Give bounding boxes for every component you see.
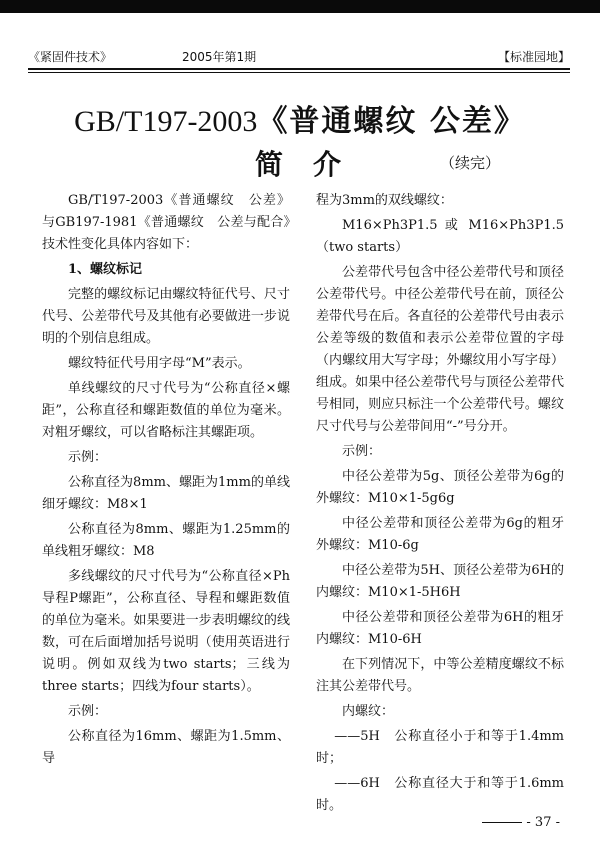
issue-label: 2005年第1期 xyxy=(182,50,257,64)
right-column xyxy=(316,190,564,820)
page-header xyxy=(28,48,570,68)
paragraph: 中径公差带和顶径公差带为6H的粗牙内螺纹：M10-6H xyxy=(316,610,564,647)
standard-name: 《普通螺纹 公差》 xyxy=(257,104,526,139)
header-rule-thin xyxy=(28,72,570,73)
paragraph: 公称直径为8mm、螺距为1mm的单线细牙螺纹：M8×1 xyxy=(42,475,290,512)
paragraph: 螺纹特征代号用字母“M”表示。 xyxy=(68,356,251,371)
left-column xyxy=(42,190,290,773)
top-border-band xyxy=(0,0,600,13)
article-title xyxy=(0,96,600,140)
example-label: 示例： xyxy=(342,444,382,459)
paragraph: 多线螺纹的尺寸代号为“公称直径×Ph导程P螺距”，公称直径、导程和螺距数值的单位为毫米。如果要进一步表明螺纹的线数，可在后面增加括号说明（使用英语进行说明。例如双线为two starts；三线为three starts；四线为four starts）。 xyxy=(42,569,290,694)
section-label: 【标准园地】 xyxy=(497,50,570,64)
paragraph: 中径公差带为5g、顶径公差带为6g的外螺纹：M10×1-5g6g xyxy=(316,469,564,506)
paragraph: 在下列情况下，中等公差精度螺纹不标注其公差带代号。 xyxy=(316,657,564,694)
paragraph: M16×Ph3P1.5 或 M16×Ph3P1.5（two starts） xyxy=(316,218,564,255)
paragraph: 单线螺纹的尺寸代号为“公称直径×螺距”，公称直径和螺距数值的单位为毫米。对粗牙螺纹，可以省略标注其螺距项。 xyxy=(42,381,290,440)
paragraph: 公差带代号包含中径公差带代号和顶径公差带代号。中径公差带代号在前，顶径公差带代号在后。各直径的公差带代号由表示公差等级的数值和表示公差带位置的字母（内螺纹用大写字母；外螺纹用小写字母）组成。如果中径公差带代号与顶径公差带代号相同，则应只标注一个公差带代号。螺纹尺寸代号与公差带间用“-”号分开。 xyxy=(316,265,564,434)
page-number-text: - 37 - xyxy=(526,815,560,830)
section-heading: 1、螺纹标记 xyxy=(68,262,143,277)
page-number xyxy=(482,815,560,830)
continued-note: （续完） xyxy=(440,154,501,172)
paragraph: 公称直径为8mm、螺距为1.25mm的单线粗牙螺纹：M8 xyxy=(42,522,290,559)
paragraph: 完整的螺纹标记由螺纹特征代号、尺寸代号、公差带代号及其他有必要做进一步说明的个别信息组成。 xyxy=(42,287,290,346)
example-label: 示例： xyxy=(68,704,108,719)
list-item: ——6H 公称直径大于和等于1.6mm时。 xyxy=(316,776,564,813)
header-rule-thick xyxy=(28,68,570,70)
page-number-rule xyxy=(482,822,522,823)
journal-name: 《紧固件技术》 xyxy=(28,50,113,64)
example-label: 示例： xyxy=(68,450,108,465)
paragraph: GB/T197-2003《普通螺纹 公差》与GB197-1981《普通螺纹 公差与配合》技术性变化具体内容如下： xyxy=(42,193,290,252)
list-item: ——5H 公称直径小于和等于1.4mm时； xyxy=(316,729,564,766)
standard-number: GB/T197-2003 xyxy=(74,105,258,138)
paragraph: 中径公差带和顶径公差带为6g的粗牙外螺纹：M10-6g xyxy=(316,516,564,553)
paragraph: 程为3mm的双线螺纹： xyxy=(316,193,453,208)
paragraph: 公称直径为16mm、螺距为1.5mm、导 xyxy=(42,729,290,766)
article-subtitle: 简介 xyxy=(255,148,372,181)
paragraph: 内螺纹： xyxy=(342,704,395,719)
paragraph: 中径公差带为5H、顶径公差带为6H的内螺纹：M10×1-5H6H xyxy=(316,563,564,600)
